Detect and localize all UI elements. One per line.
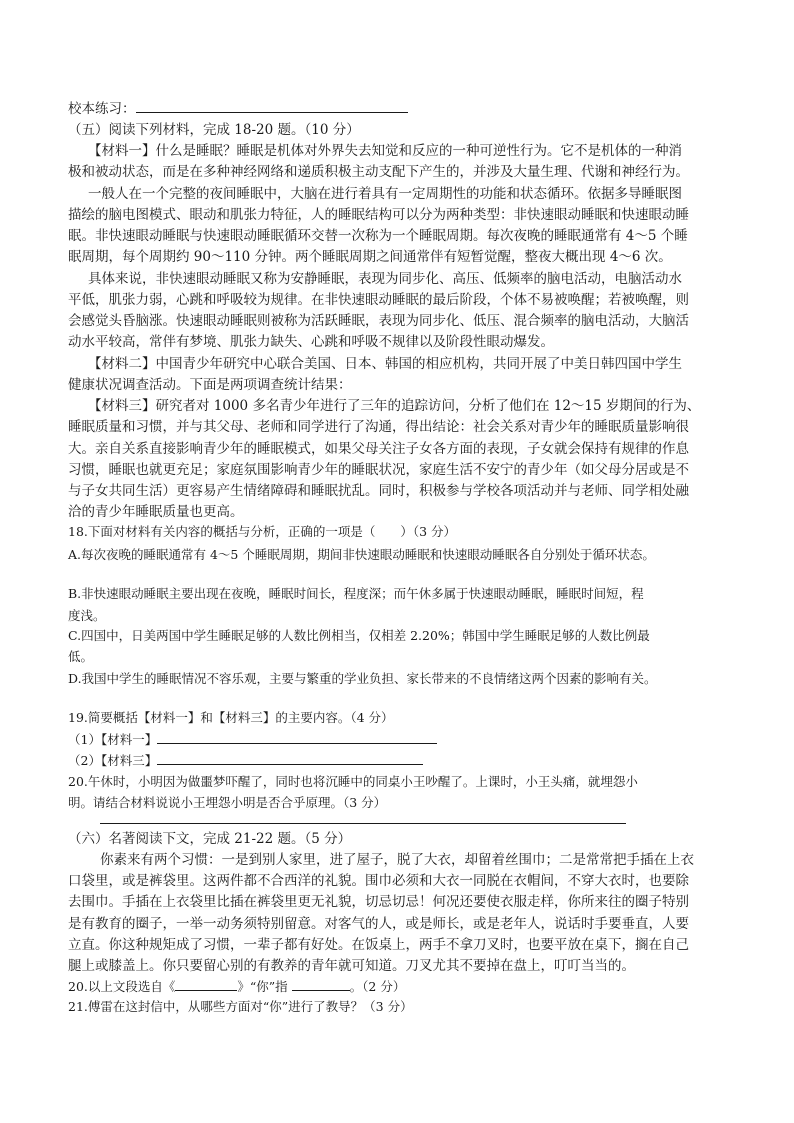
material1-line: 平低，肌张力弱，心跳和呼吸较为规律。在非快速眼动睡眠的最后阶段，个体不易被唤醒；若被唤醒，则 [68, 292, 689, 308]
material3-line: 习惯，睡眠也就更充足；家庭氛围影响青少年的睡眠状况，家庭生活不安宁的青少年（如父母分居或是不 [68, 462, 689, 478]
q20b-prefix: 20.以上文段选自《 [68, 979, 176, 994]
practice-answer-blank[interactable] [136, 98, 408, 113]
answer-1-label: （1）【材料一】 [68, 732, 158, 747]
question-20b [68, 976, 405, 997]
q20b-middle: 》“你”指 [237, 979, 288, 994]
material2-line: 【材料二】中国青少年研究中心联合美国、日本、韩国的相应机构，共同开展了中美日韩四国中学生 [88, 356, 682, 372]
answer-1-blank[interactable] [157, 729, 437, 744]
material1-line: 极和被动状态，而是在多种神经网络和递质积极主动支配下产生的，并涉及大量生理、代谢和神经行为。 [68, 164, 689, 180]
question-18-option-a[interactable]: A.每次夜晚的睡眠通常有 4～5 个睡眠周期，期间非快速眼动睡眠和快速眼动睡眠各自分别处于循环状态。 [68, 547, 655, 562]
material2-line: 健康状况调查活动。下面是两项调查统计结果： [68, 377, 352, 393]
question-19-answer-2 [68, 750, 423, 771]
material3-line: 大。亲自关系直接影响青少年的睡眠模式，如果父母关注子女各方面的表现，子女就会保持有规律的作息 [68, 441, 689, 457]
question-19-stem: 19.简要概括【材料一】和【材料三】的主要内容。（4 分） [68, 710, 394, 725]
material1-line: 【材料一】什么是睡眠？睡眠是机体对外界失去知觉和反应的一种可逆性行为。它不是机体的一种消 [88, 143, 682, 159]
passage-line: 腿上或膝盖上。你只要留心别的有教养的青年就可知道。刀叉尤其不要掉在盘上，叮叮当当的。 [68, 958, 635, 974]
question-20-stem-cont: 明。请结合材料说说小王埋怨小明是否合乎原理。（3 分） [68, 795, 387, 810]
question-20-answer-line[interactable] [100, 810, 626, 824]
material3-line: 与子女共同生活）更容易产生情绪障碍和睡眠扰乱。同时，积极参与学校各项活动并与老师、同学相处融 [68, 483, 689, 499]
question-18-option-b-cont: 度浅。 [68, 608, 106, 623]
material3-line: 【材料三】研究者对 1000 多名青少年进行了三年的追踪访问，分析了他们在 12～15 岁期间的行为、 [88, 398, 701, 414]
passage-line: 去围巾。手插在上衣袋里比插在裤袋里更无礼貌，切忌切忌！何况还要使衣服走样，你所来往的圈子特别 [68, 894, 689, 910]
answer-2-label: （2）【材料三】 [68, 753, 158, 768]
material1-line: 描绘的脑电图模式、眼动和肌张力特征，人的睡眠结构可以分为两种类型：非快速眼动睡眠和快速眼动睡 [68, 207, 689, 223]
you-refers-blank[interactable] [292, 976, 350, 991]
material1-line: 眠周期，每个周期约 90～110 分钟。两个睡眠周期之间通常伴有短暂觉醒，整夜大概出现 4～6 次。 [68, 249, 672, 265]
question-20-stem: 20.午休时，小明因为做噩梦吓醒了，同时也将沉睡中的同桌小王吵醒了。上课时，小王头痛，就埋怨小 [68, 774, 638, 789]
practice-line [68, 98, 408, 119]
question-19-answer-1 [68, 729, 437, 750]
material3-line: 洽的青少年睡眠质量也更高。 [68, 504, 244, 520]
question-18-option-c-cont: 低。 [68, 649, 94, 664]
material1-line: 会感觉头昏脑涨。快速眼动睡眠则被称为活跃睡眠，表现为同步化、低压、混合频率的脑电活动，大脑活 [68, 313, 689, 329]
question-21-stem: 21.傅雷在这封信中，从哪些方面对“你”进行了教导？（3 分） [68, 999, 413, 1014]
question-18-option-b[interactable]: B.非快速眼动睡眠主要出现在夜晚，睡眠时间长，程度深；而午休多属于快速眼动睡眠，睡眠时间短，程 [68, 586, 644, 601]
q20b-suffix: 。（2 分） [349, 979, 406, 994]
material1-line: 一般人在一个完整的夜间睡眠中，大脑在进行着具有一定周期性的功能和状态循环。依据多导睡眠图 [88, 186, 682, 202]
material3-line: 睡眠质量和习惯，并与其父母、老师和同学进行了沟通，得出结论：社会关系对青少年的睡眠质量影响很 [68, 419, 689, 435]
material1-line: 眠。非快速眼动睡眠与快速眼动睡眠循环交替一次称为一个睡眠周期。每次夜晚的睡眠通常有 4～5 个睡 [68, 228, 688, 244]
passage-line: 立直。你这种规矩成了习惯，一辈子都有好处。在饭桌上，两手不拿刀叉时，也要平放在桌下，搁在自己 [68, 937, 689, 953]
question-18-option-d[interactable]: D.我国中学生的睡眠情况不容乐观，主要与繁重的学业负担、家长带来的不良情绪这两个因素的影响有关。 [68, 671, 657, 686]
passage-line: 你素来有两个习惯：一是到别人家里，进了屋子，脱了大衣，却留着丝围巾；二是常常把手插在上衣 [100, 852, 694, 868]
book-title-blank[interactable] [175, 976, 237, 991]
question-18-option-c[interactable]: C.四国中，日美两国中学生睡眠足够的人数比例相当，仅相差 2.20%；韩国中学生睡眠足够的人数比例最 [68, 628, 650, 643]
practice-label: 校本练习： [68, 101, 136, 117]
material1-line: 具体来说，非快速眼动睡眠又称为安静睡眠，表现为同步化、高压、低频率的脑电活动，电脑活动水 [88, 271, 682, 287]
passage-line: 是有教育的圈子，一举一动务须特别留意。对客气的人，或是师长，或是老年人，说话时手要垂直，人要 [68, 916, 689, 932]
material1-line: 动水平较高，常伴有梦境、肌张力缺失、心跳和呼吸不规律以及阶段性眼动爆发。 [68, 334, 554, 350]
answer-2-blank[interactable] [157, 750, 423, 765]
section6-heading: （六）名著阅读下文，完成 21-22 题。（5 分） [68, 831, 352, 847]
passage-line: 口袋里，或是裤袋里。这两件都不合西洋的礼貌。围巾必须和大衣一同脱在衣帽间，不穿大衣时，也要除 [68, 873, 689, 889]
section5-heading: （五）阅读下列材料，完成 18-20 题。（10 分） [68, 122, 360, 138]
question-18-stem: 18.下面对材料有关内容的概括与分析，正确的一项是（ ）（3 分） [68, 524, 457, 539]
